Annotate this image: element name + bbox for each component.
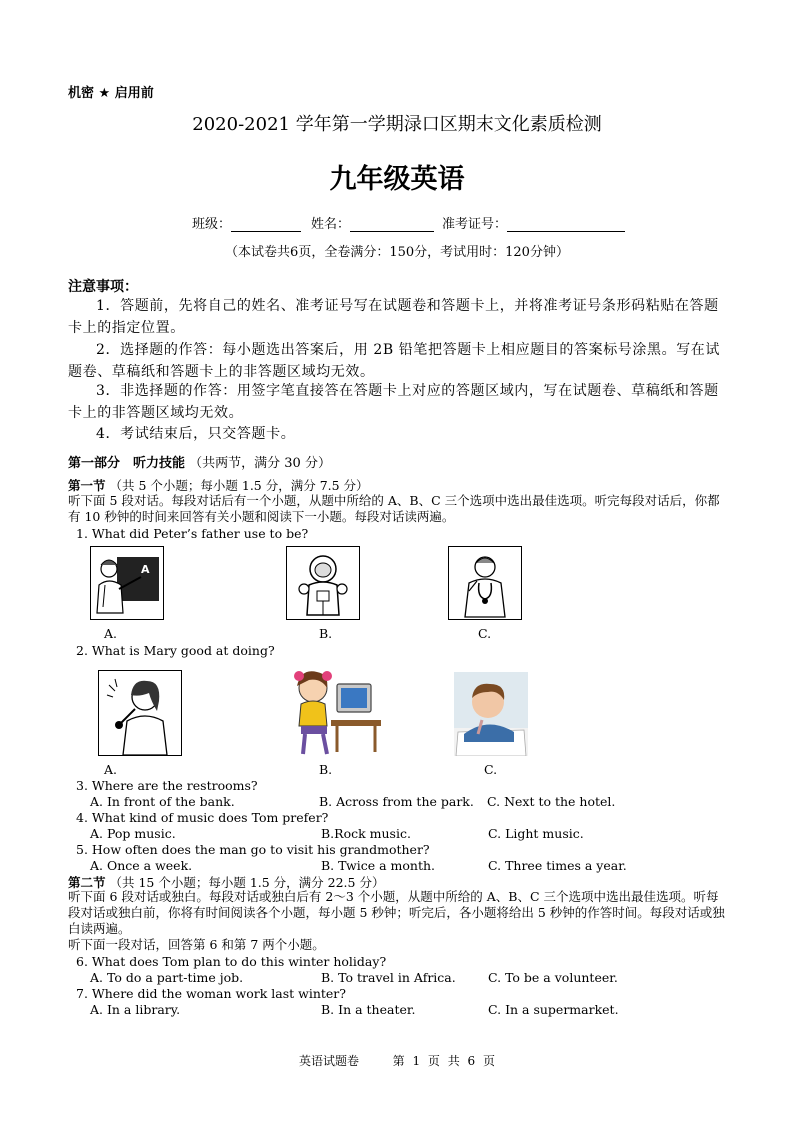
q1-option-b[interactable]: B. [319,626,333,641]
svg-text:A: A [141,563,150,576]
name-label: 姓名： [311,217,351,232]
singing-picture [98,670,182,756]
q5-option-c[interactable]: C. Three times a year. [488,858,627,873]
computer-picture [287,664,387,756]
subject-title: 九年级英语 [329,164,465,195]
confidential-mark: 机密 ★ 启用前 [68,86,154,101]
section2-detail: （共 15 个小题；每小题 1.5 分，满分 22.5 分） [109,875,385,890]
q2-option-c[interactable]: C. [484,762,498,777]
astronaut-icon [287,547,359,619]
computer-icon [287,664,387,756]
part1-detail: （共两节，满分 30 分） [189,456,331,471]
section2-instructions: 听下面 6 段对话或独白。每段对话或独白后有 2～3 个小题，从题中所给的 A、B、C 三个选项中选出最佳选项。听每段对话或独白前，你将有时间阅读各个小题，每小题 5 秒钟；听完后，各小题将给出 5 秒钟的作答时间。每段对话或独白读两遍。 [68,889,725,936]
question-2: 2. What is Mary good at doing? [76,643,275,658]
question-7: 7. Where did the woman work last winter? [76,986,346,1001]
q5-option-a[interactable]: A. Once a week. [90,858,193,873]
section1-instructions: 听下面 5 段对话。每段对话后有一个小题，从题中所给的 A、B、C 三个选项中选出最佳选项。听完每段对话后，你都有 10 秒钟的时间来回答有关小题和阅读下一小题。每段对话读两遍。 [68,493,720,524]
footer-page: 第 1 页 共 6 页 [392,1054,495,1068]
class-blank[interactable] [231,217,301,232]
q1-option-c[interactable]: C. [478,626,492,641]
student-info-line [192,213,625,232]
q4-option-b[interactable]: B.Rock music. [321,826,411,841]
q5-option-b[interactable]: B. Twice a month. [321,858,435,873]
section1-detail: （共 5 个小题；每小题 1.5 分，满分 7.5 分） [109,478,369,493]
q7-option-c[interactable]: C. In a supermarket. [488,1002,619,1017]
page-footer [0,1052,794,1069]
question-6: 6. What does Tom plan to do this winter holiday? [76,954,387,969]
question-1: 1. What did Peter’s father use to be? [76,526,309,541]
part1-title: 第一部分 听力技能 [68,456,186,471]
q3-option-c[interactable]: C. Next to the hotel. [487,794,616,809]
q4-option-a[interactable]: A. Pop music. [90,826,176,841]
q2-option-a[interactable]: A. [104,762,118,777]
teacher-picture [90,546,164,620]
exam-note: （本试卷共6页，全卷满分：150分，考试用时：120分钟） [225,245,569,260]
q2-option-b[interactable]: B. [319,762,333,777]
section1-title: 第一节 [68,478,106,493]
id-blank[interactable] [507,217,625,232]
q3-option-a[interactable]: A. In front of the bank. [90,794,235,809]
q7-option-b[interactable]: B. In a theater. [321,1002,416,1017]
reading-boy-icon [454,672,528,756]
doctor-icon [449,547,521,619]
q6-option-a[interactable]: A. To do a part-time job. [90,970,244,985]
part1-heading [68,452,331,471]
question-4: 4. What kind of music does Tom prefer? [76,810,329,825]
section1-heading [68,476,369,494]
q6-option-c[interactable]: C. To be a volunteer. [488,970,618,985]
id-label: 准考证号： [442,217,508,232]
doctor-picture [448,546,522,620]
note-item: 1．答题前，先将自己的姓名、准考证号写在试题卷和答题卡上，并将准考证号条形码粘贴在答题卡上的指定位置。 [68,298,719,336]
q7-option-a[interactable]: A. In a library. [90,1002,181,1017]
teacher-icon [91,547,163,619]
note-item: 4．考试结束后，只交答题卡。 [96,426,296,442]
q6-option-b[interactable]: B. To travel in Africa. [321,970,456,985]
q4-option-c[interactable]: C. Light music. [488,826,584,841]
footer-subject: 英语试题卷 [298,1054,359,1068]
q1-option-a[interactable]: A. [104,626,118,641]
singer-icon [99,671,181,755]
note-item: 3．非选择题的作答：用签字笔直接答在答题卡上对应的答题区域内，写在试题卷、草稿纸和答题卡上的非答题区域均无效。 [68,383,719,421]
question-5: 5. How often does the man go to visit his grandmother? [76,842,430,857]
name-blank[interactable] [350,217,434,232]
reading-picture [454,672,528,756]
exam-title: 2020-2021 学年第一学期渌口区期末文化素质检测 [192,114,602,135]
class-label: 班级： [192,217,232,232]
question-3: 3. Where are the restrooms? [76,778,258,793]
notes-heading: 注意事项： [68,279,138,295]
section2-title: 第二节 [68,875,106,890]
section2-lead: 听下面一段对话，回答第 6 和第 7 两个小题。 [68,937,325,952]
q3-option-b[interactable]: B. Across from the park. [319,794,474,809]
note-item: 2．选择题的作答：每小题选出答案后，用 2B 铅笔把答题卡上相应题目的答案标号涂黑。写在试题卷、草稿纸和答题卡上的非答题区域均无效。 [68,342,721,380]
astronaut-picture [286,546,360,620]
